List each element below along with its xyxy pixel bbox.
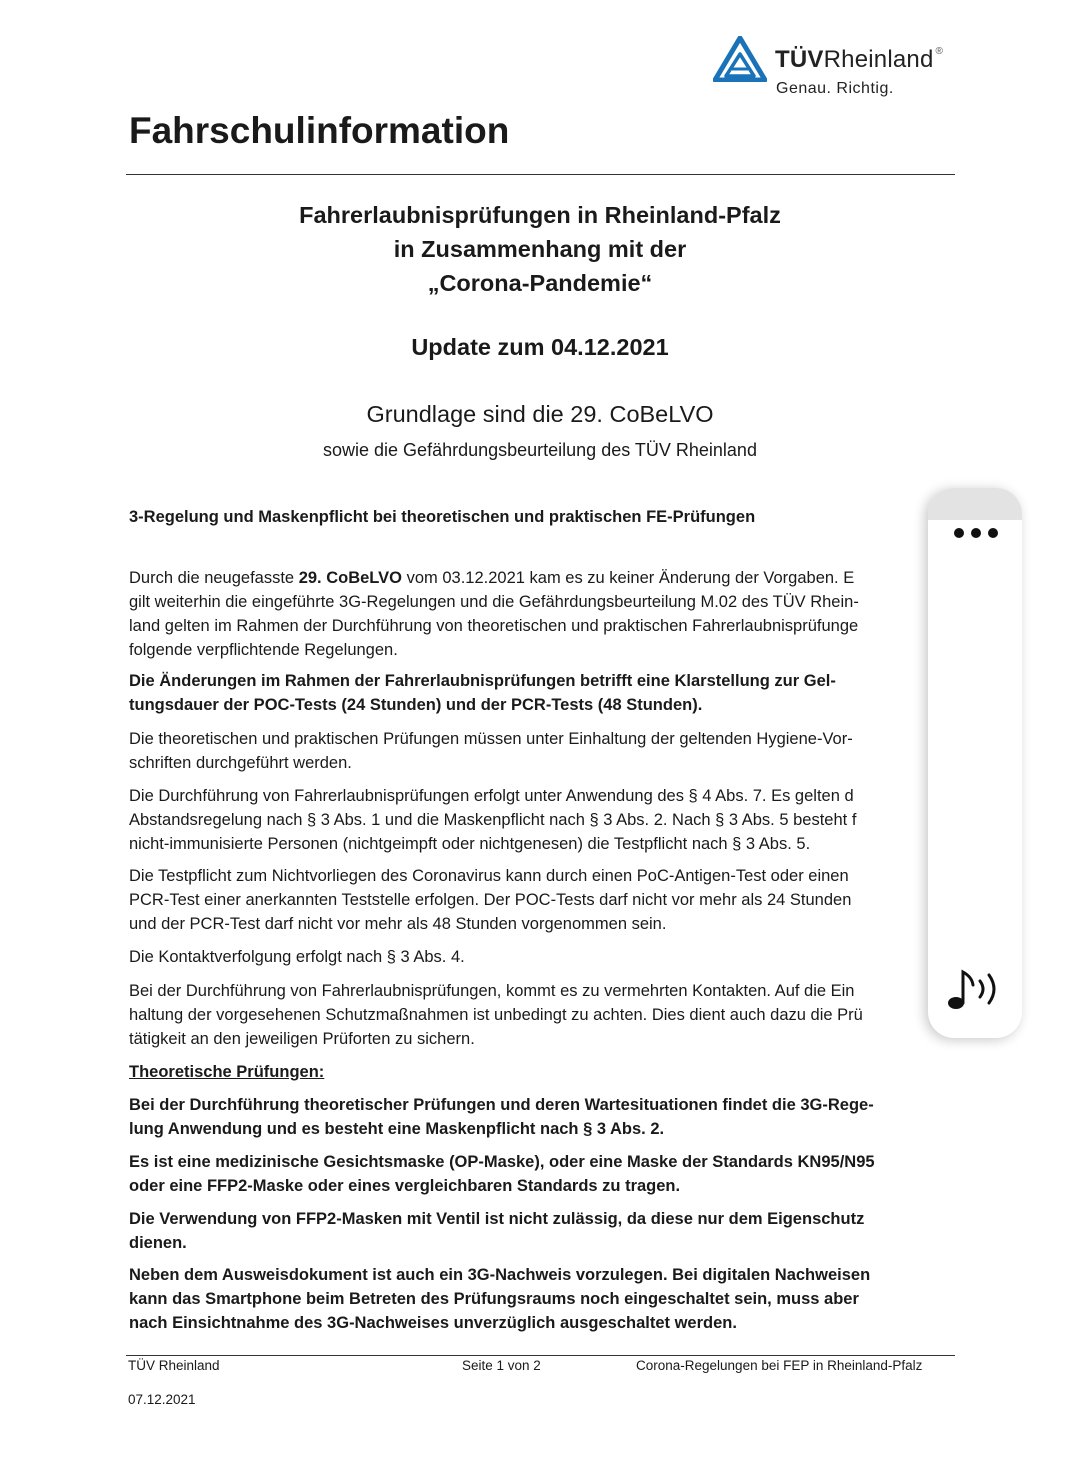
headline — [0, 198, 1080, 300]
footer-company: TÜV Rheinland — [128, 1358, 220, 1373]
paragraph-9: Es ist eine medizinische Gesichtsmaske (OP-Maske), oder eine Maske der Standards KN95/N95 oder eine FFP2-Maske oder eines vergleichbaren Standards zu tragen. — [129, 1153, 875, 1195]
footer-document-name: Corona-Regelungen bei FEP in Rheinland-Pfalz — [636, 1358, 923, 1373]
paragraph-7: Bei der Durchführung von Fahrerlaubnisprüfungen, kommt es zu vermehrten Kontakten. Auf die Ein haltung der vorgesehenen Schutzmaßnahmen ist unbedingt zu achten. Dies dient auch dazu die Prü tätigkeit an den jeweiligen Prüforten zu sichern. — [129, 982, 863, 1048]
footer-page-number: Seite 1 von 2 — [462, 1358, 541, 1373]
footer-divider — [126, 1355, 955, 1356]
logo-name: TÜVRheinland ® — [775, 46, 944, 73]
update-date: Update zum 04.12.2021 — [411, 334, 669, 360]
paragraph-5: Die Testpflicht zum Nichtvorliegen des Coronavirus kann durch einen PoC-Antigen-Test oder einen PCR-Test einer anerkannten Teststelle erfolgen. Der POC-Tests darf nicht vor mehr als 24 Stunden und der PCR-Test darf nicht vor mehr als 48 Stunden vorgenommen sein. — [129, 867, 852, 933]
panel-header — [928, 488, 1022, 520]
header-divider — [126, 174, 955, 175]
paragraph-10: Die Verwendung von FFP2-Masken mit Ventil ist nicht zulässig, da diese nur dem Eigenschutz dienen. — [129, 1210, 865, 1252]
document-title: Fahrschulinformation — [129, 110, 510, 151]
paragraph-11: Neben dem Ausweisdokument ist auch ein 3G-Nachweis vorzulegen. Bei digitalen Nachweisen kann das Smartphone beim Betreten des Prüfungsraums noch eingeschaltet sein, muss aber nach Einsichtnahme des 3G-Nachweises unverzüglich ausgeschaltet werden. — [129, 1266, 871, 1332]
paragraph-4: Die Durchführung von Fahrerlaubnisprüfungen erfolgt unter Anwendung des § 4 Abs. 7. Es gelten d Abstandsregelung nach § 3 Abs. 1 und die Maskenpflicht nach § 3 Abs. 2. Nach § 3 Abs. 5 besteht f nicht-immunisierte Personen (nichtgeimpft oder nichtgenesen) die Testpflicht nach § 3 Abs. 5. — [129, 787, 857, 853]
logo-slogan: Genau. Richtig. — [776, 80, 894, 97]
tuv-triangle-icon — [713, 36, 767, 82]
tuv-rheinland-logo — [713, 36, 973, 102]
audio-icon[interactable] — [946, 966, 1006, 1012]
paragraph-8: Bei der Durchführung theoretischer Prüfungen und deren Wartesituationen findet die 3G-Rege- lung Anwendung und es besteht eine Maskenpflicht nach § 3 Abs. 2. — [129, 1096, 874, 1138]
section-heading: 3-Regelung und Maskenpflicht bei theoretischen und praktischen FE-Prüfungen — [129, 508, 756, 526]
headline-line-1: Fahrerlaubnisprüfungen in Rheinland-Pfalz — [299, 202, 781, 228]
basis-line: Grundlage sind die 29. CoBeLVO — [366, 401, 714, 427]
headline-line-2: in Zusammenhang mit der — [393, 236, 687, 262]
paragraph-1: Durch die neugefasste 29. CoBeLVO vom 03.12.2021 kam es zu keiner Änderung der Vorgaben. E gilt weiterhin die eingeführte 3G-Regelungen und die Gefährdungsbeurteilung M.02 des TÜV Rhein- land gelten im Rahmen der Durchführung von theoretischen und praktischen Fahrerlaubnisprüfunge folgende verpflichtende Regelungen. — [129, 569, 859, 659]
more-icon[interactable] — [954, 528, 1002, 540]
floating-side-panel — [928, 488, 1022, 1038]
headline-line-3: „Corona-Pandemie“ — [427, 270, 653, 296]
subheading-theoretical-exams: Theoretische Prüfungen: — [129, 1063, 325, 1081]
basis-subline: sowie die Gefährdungsbeurteilung des TÜV Rheinland — [323, 440, 757, 460]
footer-date: 07.12.2021 — [128, 1392, 196, 1407]
paragraph-2: Die Änderungen im Rahmen der Fahrerlaubnisprüfungen betrifft eine Klarstellung zur Gel- tungsdauer der POC-Tests (24 Stunden) und der PCR-Tests (48 Stunden). — [129, 672, 836, 714]
paragraph-3: Die theoretischen und praktischen Prüfungen müssen unter Einhaltung der geltenden Hygiene-Vor- schriften durchgeführt werden. — [129, 730, 853, 772]
paragraph-6: Die Kontaktverfolgung erfolgt nach § 3 Abs. 4. — [129, 948, 465, 966]
